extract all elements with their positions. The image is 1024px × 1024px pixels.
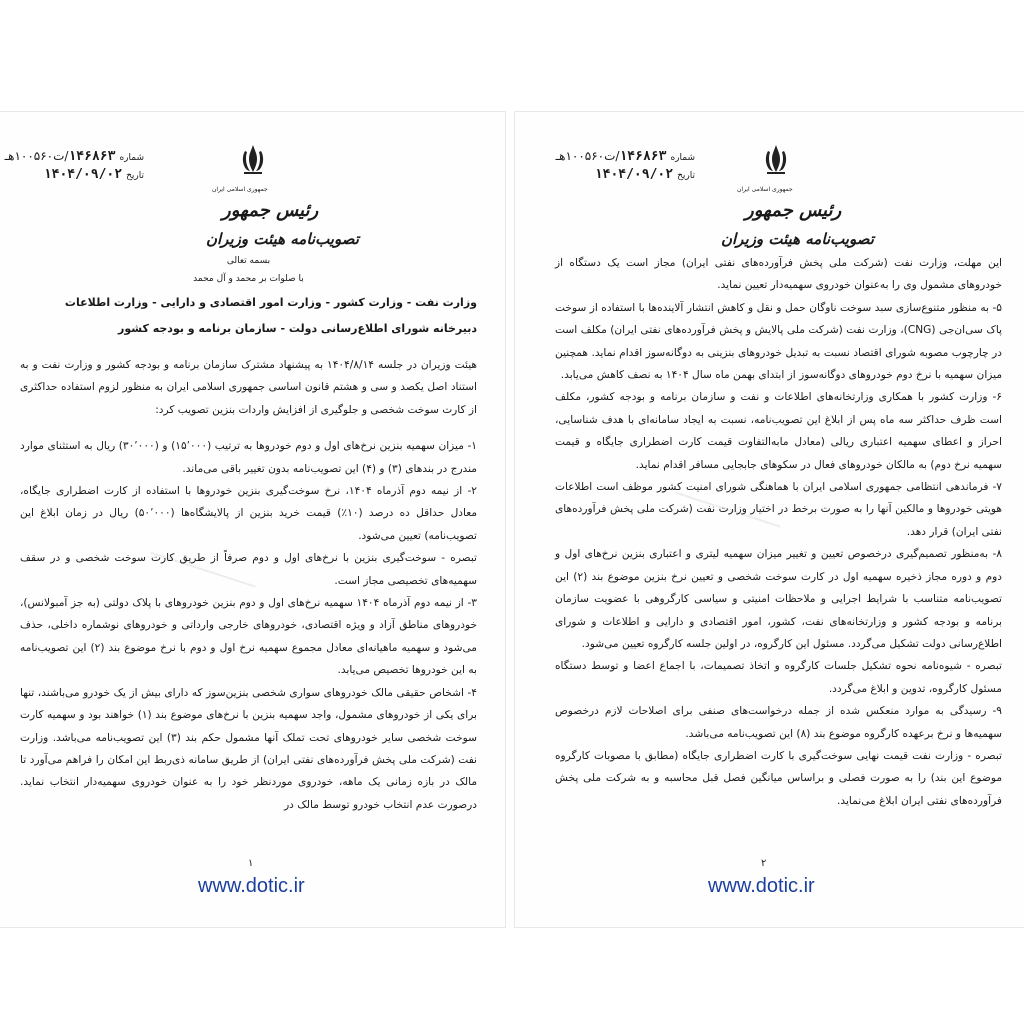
president-title: رئیس جمهور <box>745 200 842 221</box>
republic-label: جمهوری اسلامی ایران <box>737 186 793 193</box>
letterhead <box>0 112 505 262</box>
letter-date: ۱۴۰۴/۰۹/۰۲ <box>43 167 123 182</box>
letter-meta <box>555 148 695 184</box>
letter-number-suffix: /ت۱۰۰۵۶۰هـ <box>4 149 69 163</box>
clause-6: ۶- وزارت کشور با همکاری وزارتخانه‌های اطلاعات و نفت و سازمان برنامه و بودجه کشور، مکلف است ظرف حداکثر سه ماه پس از ابلاغ این تصویب‌نامه، نسبت به ایجاد سامانه‌ای با هدف شناسایی، احراز و اعطای سهمیه اعتباری ریالی (معادل مابه‌التفاوت قیمت کارت اضطراری جایگاه و قیمت سهمیه نرخ دوم) به مالکان خودروهای فعال در سکوهای جابجایی مسافر اقدام نماید. <box>555 391 1002 471</box>
page-2-body <box>555 252 1002 812</box>
addressees-line-1: وزارت نفت - وزارت کشور - وزارت امور اقتصادی و دارایی - وزارت اطلاعات <box>64 296 477 309</box>
watermark-stamp: ـــــــــــــــــ <box>148 535 261 594</box>
document-page-1 <box>0 112 505 927</box>
number-label: شماره <box>670 153 695 163</box>
continuation-paragraph: این مهلت، وزارت نفت (شرکت ملی پخش فرآورده‌های نفتی ایران) مجاز است یک دستگاه از خودروهای مشمول وی را به‌عنوان خودروی سهمیه‌دار تعیین نماید. <box>555 257 1002 292</box>
clause-9-note: تبصره - وزارت نفت قیمت نهایی سوخت‌گیری با کارت اضطراری جایگاه (مطابق با مصوبات کارگروه موضوع این بند) را به صورت فصلی و براساس میانگین فصل قبل محاسبه و به شرکت ملی پخش فرآورده‌های نفتی ایران ابلاغ می‌نماید. <box>555 749 1002 807</box>
clause-9: ۹- رسیدگی به موارد منعکس شده از جمله درخواست‌های صنفی برای اصلاحات لازم درخصوص سهمیه‌ها و نرخ برعهده کارگروه موضوع بند (۸) این تصویب‌نامه می‌باشد. <box>555 705 1002 740</box>
president-title: رئیس جمهور <box>222 200 319 221</box>
republic-label: جمهوری اسلامی ایران <box>212 186 268 193</box>
clause-2: ۲- از نیمه دوم آذرماه ۱۴۰۴، نرخ سوخت‌گیری بنزین خودروها با استفاده از کارت اضطراری جایگاه، معادل حداقل ده درصد (۱۰٪) قیمت خرید بنزین از پالایشگاه‌ها (۵۰٬۰۰۰) ریال در زمان ابلاغ این تصویب‌نامه) تعیین می‌شود. <box>20 485 477 542</box>
basmala: بسمه تعالی <box>226 256 271 266</box>
letterhead <box>515 112 1024 262</box>
clause-7: ۷- فرماندهی انتظامی جمهوری اسلامی ایران با هماهنگی شورای امنیت کشور موظف است اطلاعات هویتی خودروها و مالکین آنها را به صورت برخط در اختیار وزارت نفت (شرکت ملی پخش فرآورده‌های نفتی ایران) قرار دهد. <box>555 481 1002 538</box>
page-number: ۱ <box>248 858 254 869</box>
intro-paragraph: هیئت وزیران در جلسه ۱۴۰۴/۸/۱۴ به پیشنهاد مشترک سازمان برنامه و بودجه کشور و وزارت نفت و به استناد اصل یکصد و سی و هشتم قانون اساسی جمهوری اسلامی ایران به منظور لزوم استفاده حداکثری از کارت سوخت شخصی و جلوگیری از افزایش واردات بنزین تصویب کرد: <box>20 359 477 416</box>
letter-number: ۱۴۶۸۶۳ <box>68 149 116 164</box>
clause-8: ۸- به‌منظور تصمیم‌گیری درخصوص تعیین و تغییر میزان سهمیه لیتری و اعتباری بنزین نرخ‌های اول و دوم و دوره مجاز ذخیره سهمیه اول در کارت سوخت شخصی و تعیین نرخ بنزین موضوع بند (۲) این تصویب‌نامه متناسب با شرایط اجرایی و ملاحظات امنیتی و سیاسی کارگروهی با عضویت سازمان برنامه و بودجه کشور و وزارتخانه‌های نفت، کشور، امور اقتصادی و دارایی و اطلاعات و شورای اطلاع‌رسانی دولت تشکیل می‌گردد. مسئول این کارگروه، در اولین جلسه کارگروه تعیین می‌شود. <box>555 548 1002 650</box>
number-label: شماره <box>119 153 144 163</box>
date-label: تاریخ <box>126 171 144 181</box>
document-page-2 <box>515 112 1024 927</box>
footer-url[interactable]: www.dotic.ir <box>198 875 305 897</box>
iran-emblem-icon <box>759 142 793 176</box>
iran-emblem-icon <box>236 142 270 176</box>
clause-5: ۵- به منظور متنوع‌سازی سبد سوخت ناوگان حمل و نقل و کاهش انتشار آلاینده‌ها با استفاده از سوخت پاک سی‌ان‌جی (CNG)، وزارت نفت (شرکت ملی پالایش و پخش فرآورده‌های نفتی ایران) مکلف است در چارچوب مصوبه شورای اقتصاد نسبت به تبدیل خودروهای بنزینی به دوگانه‌سوز اقدام نماید. همچنین میزان سهمیه با نرخ دوم خودروهای دوگانه‌سوز از ابتدای بهمن ماه سال ۱۴۰۴ به نصف کاهش می‌یابد. <box>555 301 1002 382</box>
letter-date: ۱۴۰۴/۰۹/۰۲ <box>594 167 674 182</box>
watermark-stamp: ـــــــــــــــــ <box>673 475 786 534</box>
addressees-line-2: دبیرخانه شورای اطلاع‌رسانی دولت - سازمان برنامه و بودجه کشور <box>118 322 477 335</box>
page-1-body <box>20 252 477 816</box>
cabinet-approval-title: تصویب‌نامه هیئت وزیران <box>721 230 874 248</box>
clause-4: ۴- اشخاص حقیقی مالک خودروهای سواری شخصی بنزین‌سوز که دارای بیش از یک خودرو می‌باشند، تنها برای یکی از خودروهای مشمول، واجد سهمیه بنزین با نرخ‌های موضوع بند (۱) خواهند بود و سهمیه کارت سوخت شخصی سایر خودروهای تحت تملک آنها مشمول حکم بند (۳) این تصویب‌نامه می‌باشد. وزارت نفت (شرکت ملی پخش فرآورده‌های نفتی ایران) از طریق سامانه ذی‌ربط این امکان را فراهم می‌آورد تا مالک در بازه زمانی یک ماهه، خودروی موردنظر خود را به عنوان خودروی سهمیه‌دار انتخاب نماید. درصورت عدم انتخاب خودرو توسط مالک در <box>20 686 477 811</box>
letter-meta <box>4 148 144 184</box>
footer-url[interactable]: www.dotic.ir <box>708 875 815 897</box>
clause-3: ۳- از نیمه دوم آذرماه ۱۴۰۴ سهمیه نرخ‌های اول و دوم بنزین خودروهای با پلاک دولتی (به جز آمبولانس)، خودروهای مناطق آزاد و ویژه اقتصادی، خودروهای خارجی وارداتی و خودروهای نوشماره داخلی، حذف می‌شود و سهمیه ماهیانه‌ای معادل مجموع سهمیه نرخ اول و دوم با نرخ موضوع بند (۲) این تصویب‌نامه به این خودروها تخصیص می‌یابد. <box>20 597 477 677</box>
letter-number-suffix: /ت۱۰۰۵۶۰هـ <box>555 149 620 163</box>
letter-number: ۱۴۶۸۶۳ <box>619 149 667 164</box>
date-label: تاریخ <box>677 171 695 181</box>
clause-1: ۱- میزان سهمیه بنزین نرخ‌های اول و دوم خودروها به ترتیب (۱۵٬۰۰۰) و (۳۰٬۰۰۰) ریال به استثنای موارد مندرج در بندهای (۳) و (۴) این تصویب‌نامه بدون تغییر باقی می‌ماند. <box>20 440 477 475</box>
clause-8-note: تبصره - شیوه‌نامه نحوه تشکیل جلسات کارگروه و اتخاذ تصمیمات، با اجماع اعضا و توسط دستگاه مسئول کارگروه، تدوین و ابلاغ می‌گردد. <box>555 660 1002 695</box>
cabinet-approval-title: تصویب‌نامه هیئت وزیران <box>206 230 359 248</box>
clause-2-note: تبصره - سوخت‌گیری بنزین با نرخ‌های اول و دوم صرفاً از طریق کارت سوخت شخصی و در سقف سهمیه‌های تخصیصی مجاز است. <box>20 552 477 587</box>
salutation: با صلوات بر محمد و آل محمد <box>193 274 304 284</box>
page-number: ۲ <box>761 858 767 869</box>
